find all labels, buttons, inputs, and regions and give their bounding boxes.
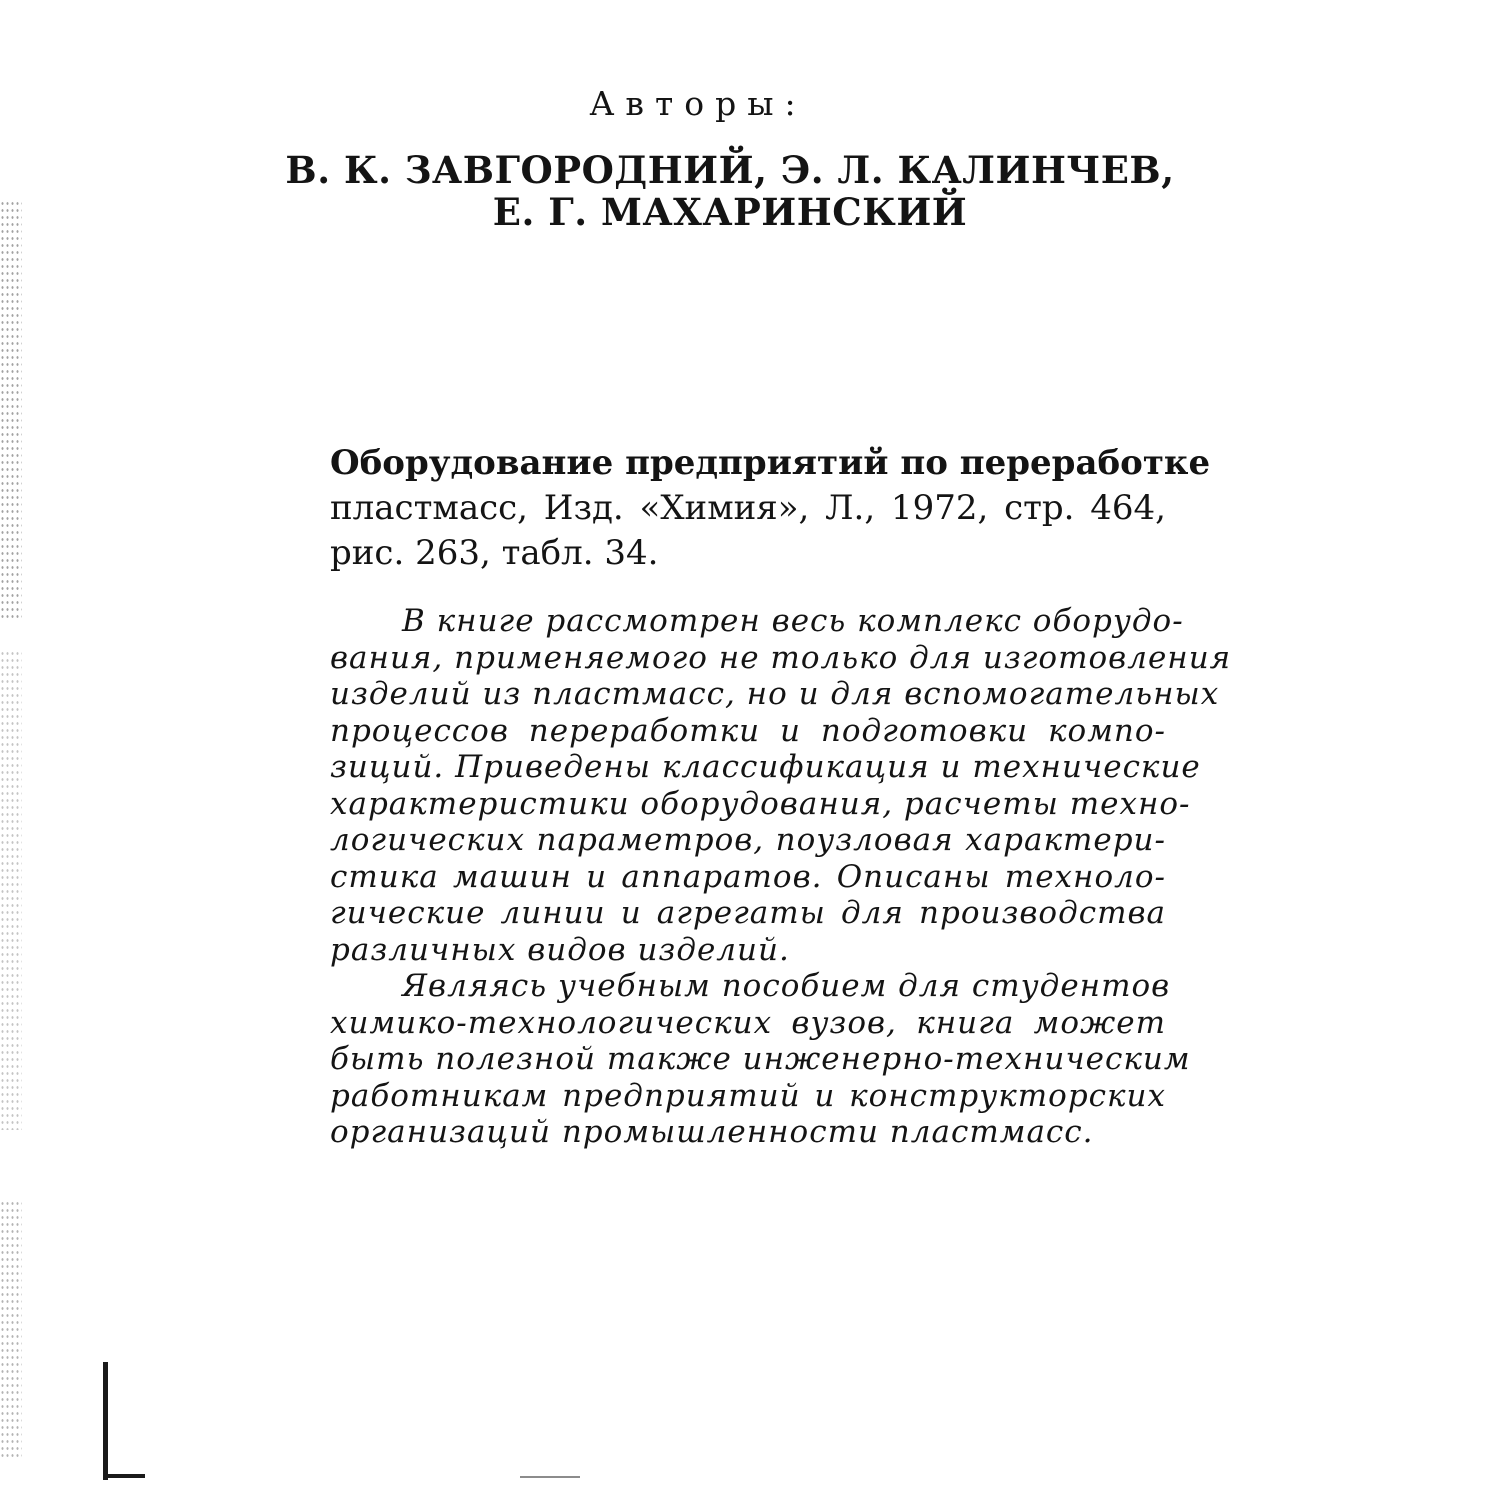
abstract-line: работникам предприятий и конструкторских <box>330 1077 1166 1114</box>
abstract-line: организаций промышленности пластмасс. <box>330 1114 1094 1150</box>
abstract-line: гические линии и агрегаты для производства <box>330 895 1166 931</box>
scan-edge-noise <box>0 200 22 620</box>
citation-line: Оборудование предприятий по переработке <box>330 443 1211 483</box>
abstract-line: вания, применяемого не только для изготовления <box>330 639 1232 676</box>
scan-corner-mark-vertical <box>103 1362 108 1480</box>
authors-line-2: Е. Г. МАХАРИНСКИЙ <box>492 190 968 234</box>
scan-edge-noise <box>0 650 22 1130</box>
abstract-line: стика машин и аппаратов. Описаны техноло- <box>330 858 1166 895</box>
abstract-line: процессов переработки и подготовки компо- <box>330 712 1166 749</box>
abstract-line: В книге рассмотрен весь комплекс оборудо- <box>402 603 1184 639</box>
abstract-line: Являясь учебным пособием для студентов <box>402 968 1171 1004</box>
bibliographic-citation <box>330 441 1211 576</box>
book-abstract <box>330 603 1232 1151</box>
scan-edge-noise <box>0 1200 22 1460</box>
citation-line: пластмасс, Изд. «Химия», Л., 1972, стр. 464, <box>330 488 1166 528</box>
abstract-line: быть полезной также инженерно-техническим <box>330 1041 1191 1077</box>
abstract-line: зиций. Приведены классификация и технические <box>330 749 1201 785</box>
abstract-line: химико-технологических вузов, книга может <box>330 1004 1166 1041</box>
scan-corner-mark-horizontal <box>103 1474 145 1478</box>
abstract-line: изделий из пластмасс, но и для вспомогательных <box>330 676 1220 712</box>
abstract-line: логических параметров, поузловая характери- <box>330 822 1166 858</box>
abstract-line: различных видов изделий. <box>330 931 790 968</box>
authors-label: Авторы: <box>589 84 807 123</box>
authors-line-1: В. К. ЗАВГОРОДНИЙ, Э. Л. КАЛИНЧЕВ, <box>285 148 1175 192</box>
abstract-line: характеристики оборудования, расчеты техно- <box>330 785 1191 822</box>
scan-smudge <box>520 1476 580 1478</box>
citation-line: рис. 263, табл. 34. <box>330 533 659 573</box>
